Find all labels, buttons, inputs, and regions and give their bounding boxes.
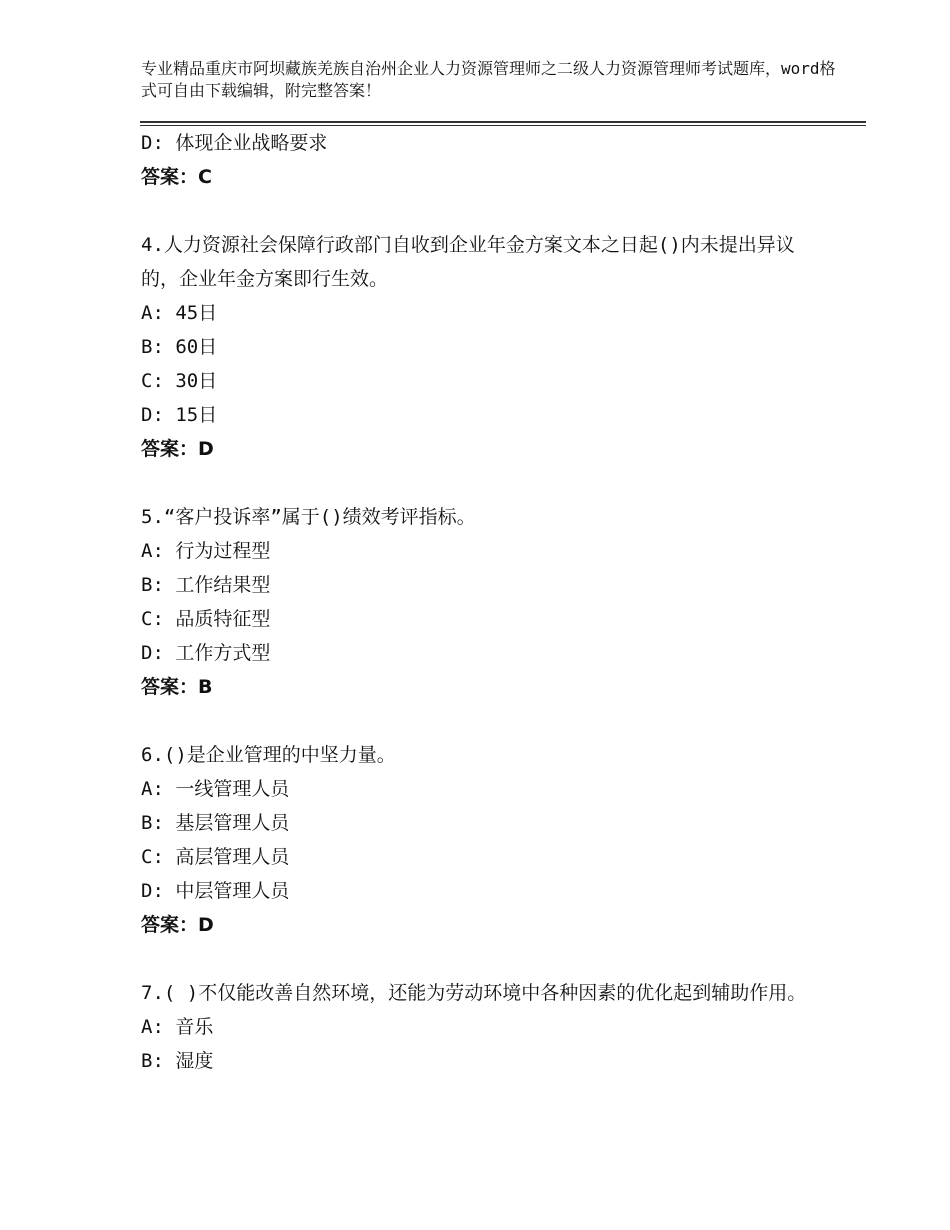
option-a: A: 音乐 — [141, 1016, 214, 1038]
option-d: D: 15日 — [141, 404, 218, 426]
question-5 — [141, 500, 841, 704]
option-d: D: 体现企业战略要求 — [141, 132, 328, 154]
option-b: B: 工作结果型 — [141, 574, 271, 596]
answer-label: 答案：C — [141, 166, 212, 188]
option-b: B: 基层管理人员 — [141, 812, 290, 834]
question-7 — [141, 976, 841, 1078]
option-d: D: 中层管理人员 — [141, 880, 290, 902]
option-a: A: 行为过程型 — [141, 540, 271, 562]
question-4 — [141, 228, 841, 466]
option-b: B: 60日 — [141, 336, 218, 358]
answer-label: 答案：D — [141, 438, 214, 460]
option-d: D: 工作方式型 — [141, 642, 271, 664]
question-text: 5.“客户投诉率”属于()绩效考评指标。 — [141, 506, 476, 528]
question-text: 4.人力资源社会保障行政部门自收到企业年金方案文本之日起()内未提出异议的，企业年金方案即行生效。 — [141, 234, 795, 290]
option-a: A: 45日 — [141, 302, 218, 324]
carryover-block — [141, 126, 841, 194]
question-text: 6.()是企业管理的中坚力量。 — [141, 744, 396, 766]
question-text: 7.( )不仅能改善自然环境，还能为劳动环境中各种因素的优化起到辅助作用。 — [141, 982, 807, 1004]
option-a: A: 一线管理人员 — [141, 778, 290, 800]
question-content — [141, 126, 841, 1078]
question-6 — [141, 738, 841, 942]
page-header-title: 专业精品重庆市阿坝藏族羌族自治州企业人力资源管理师之二级人力资源管理师考试题库，word格式可自由下载编辑，附完整答案！ — [141, 59, 836, 100]
option-c: C: 品质特征型 — [141, 608, 271, 630]
header-divider-thick — [140, 121, 866, 123]
option-b: B: 湿度 — [141, 1050, 214, 1072]
option-c: C: 30日 — [141, 370, 218, 392]
option-c: C: 高层管理人员 — [141, 846, 290, 868]
answer-label: 答案：D — [141, 914, 214, 936]
answer-label: 答案：B — [141, 676, 213, 698]
